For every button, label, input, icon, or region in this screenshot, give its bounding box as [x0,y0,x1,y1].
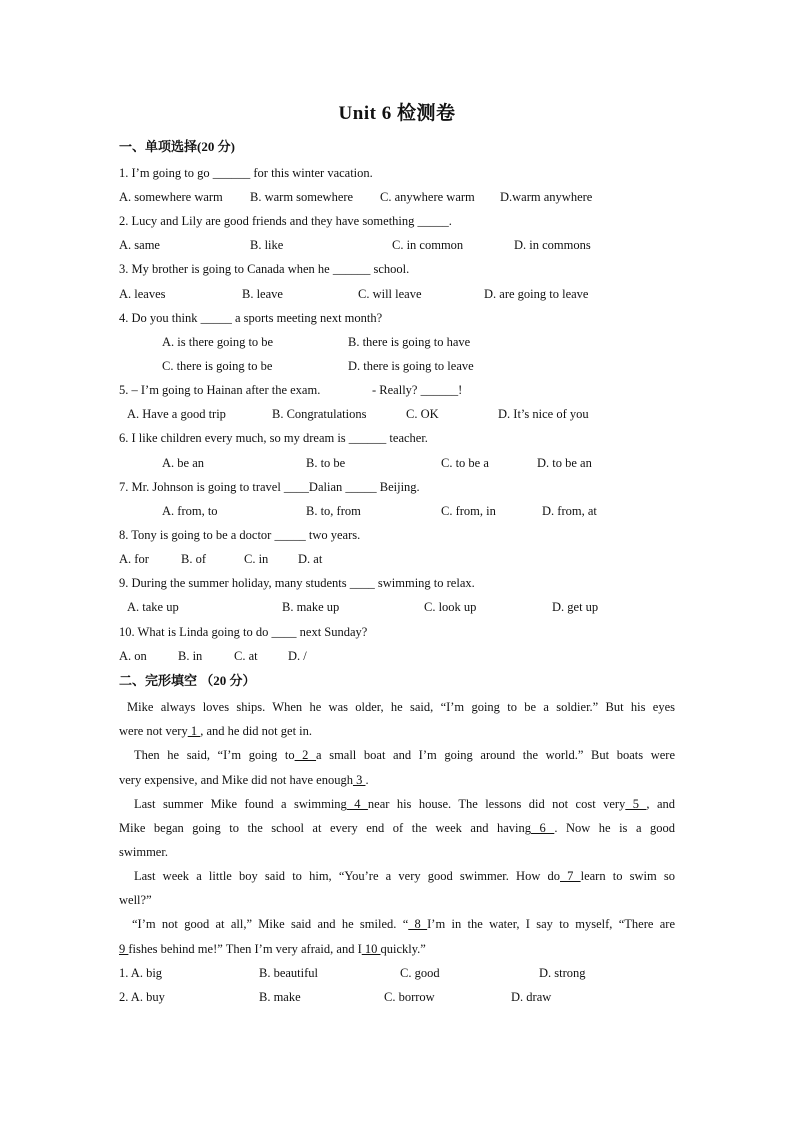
option: D. It’s nice of you [498,407,589,421]
passage-text: near his house. The lessons did not cost very [367,797,626,811]
option: B. there is going to have [348,335,471,349]
passage-line [119,892,152,908]
passage-text: were not very [119,724,188,738]
question-stem-reply: - Really? ______! [372,383,463,397]
option: D. at [298,552,323,566]
option: A. for [119,552,149,566]
option: B. warm somewhere [250,190,354,204]
passage-text: , and he did not get in. [200,724,313,738]
passage-line [134,796,675,812]
cloze-blank: 3 [352,773,366,787]
passage-line [127,699,675,715]
option: C. there is going to be [162,359,273,373]
cloze-blank: 5 [625,797,647,811]
option: B. Congratulations [272,407,367,421]
option: 2. A. buy [119,990,165,1004]
passage-text: Mike always loves ships. When he was older, he said, “I’m going to be a soldier.” But his eyes [127,700,675,714]
option: A. take up [127,600,179,614]
passage-text: well?” [119,893,152,907]
option: B. of [181,552,206,566]
option: A. somewhere warm [119,190,223,204]
option: 1. A. big [119,966,163,980]
option: A. on [119,649,147,663]
passage-text: Mike began going to the school at every end of the week and having [119,821,532,835]
passage-line [119,772,369,788]
passage-text: a small boat and I’m going around the world.” But boats were [316,748,675,762]
option: C. at [234,649,258,663]
question-stem: 6. I like children every much, so my dream is ______ teacher. [119,431,428,445]
option: C. from, in [441,504,496,518]
cloze-blank: 7 [560,869,581,883]
option: C. anywhere warm [380,190,475,204]
passage-text: Last week a little boy said to him, “You’re a very good swimmer. How do [134,869,561,883]
option: B. like [250,238,284,252]
question-stem: 8. Tony is going to be a doctor _____ two years. [119,528,361,542]
cloze-blank: 2 [294,748,317,762]
page-title: Unit 6 检测卷 [338,103,456,124]
cloze-blank: 6 [531,821,555,835]
cloze-blank: 4 [346,797,368,811]
section-heading-multiple-choice: 一、单项选择(20 分) [119,139,235,154]
option: B. to be [306,456,346,470]
option: D.warm anywhere [500,190,593,204]
passage-text: learn to swim so [580,869,675,883]
option: C. borrow [384,990,435,1004]
passage-text: . Now he is a good [554,821,676,835]
passage-text: quickly.” [380,942,426,956]
passage-text: Then he said, “I’m going to [134,748,295,762]
passage-line [119,723,312,739]
passage-text: very expensive, and Mike did not have enough [119,773,353,787]
option: A. Have a good trip [127,407,226,421]
option: B. make [259,990,301,1004]
option: D. are going to leave [484,287,589,301]
cloze-blank: 10 [361,942,381,956]
option: D. / [288,649,307,663]
option: D. in commons [514,238,591,252]
option: C. in common [392,238,464,252]
passage-line [119,820,675,836]
question-stem: 7. Mr. Johnson is going to travel ____Dalian _____ Beijing. [119,480,420,494]
question-stem: 2. Lucy and Lily are good friends and they have something _____. [119,214,452,228]
option: B. in [178,649,203,663]
cloze-blank: 8 [408,917,428,931]
passage-text: “I’m not good at all,” Mike said and he smiled. “ [132,917,409,931]
question-stem: 3. My brother is going to Canada when he ______ school. [119,262,410,276]
option: C. good [400,966,440,980]
option: A. is there going to be [162,335,274,349]
option: B. leave [242,287,283,301]
option: B. to, from [306,504,361,518]
option: D. draw [511,990,552,1004]
question-stem: 10. What is Linda going to do ____ next Sunday? [119,625,368,639]
option: D. there is going to leave [348,359,474,373]
passage-line [134,868,675,884]
passage-text: , and [646,797,676,811]
option: C. will leave [358,287,422,301]
passage-text: swimmer. [119,845,168,859]
option: A. leaves [119,287,166,301]
option: C. to be a [441,456,489,470]
passage-text: fishes behind me!” Then I’m very afraid, and I [128,942,362,956]
option: A. same [119,238,160,252]
passage-line [134,747,675,763]
passage-line [119,844,168,860]
passage-text: I’m in the water, I say to myself, “There are [427,917,675,931]
option: B. make up [282,600,340,614]
passage-line [132,916,675,932]
passage-line [119,941,426,957]
option: D. strong [539,966,586,980]
option: C. look up [424,600,477,614]
option: A. from, to [162,504,218,518]
question-stem: 5. – I’m going to Hainan after the exam. [119,383,321,397]
question-stem: 9. During the summer holiday, many students ____ swimming to relax. [119,576,475,590]
option: C. in [244,552,269,566]
option: A. be an [162,456,204,470]
option: C. OK [406,407,439,421]
passage-text: . [365,773,369,787]
cloze-blank: 9 [119,942,129,956]
question-stem: 4. Do you think _____ a sports meeting next month? [119,311,383,325]
passage-text: Last summer Mike found a swimming [134,797,347,811]
section-heading-cloze: 二、完形填空 （20 分） [119,673,256,688]
option: D. to be an [537,456,592,470]
option: D. get up [552,600,599,614]
option: B. beautiful [259,966,319,980]
option: D. from, at [542,504,597,518]
question-stem: 1. I’m going to go ______ for this winter vacation. [119,166,373,180]
cloze-blank: 1 [187,724,201,738]
